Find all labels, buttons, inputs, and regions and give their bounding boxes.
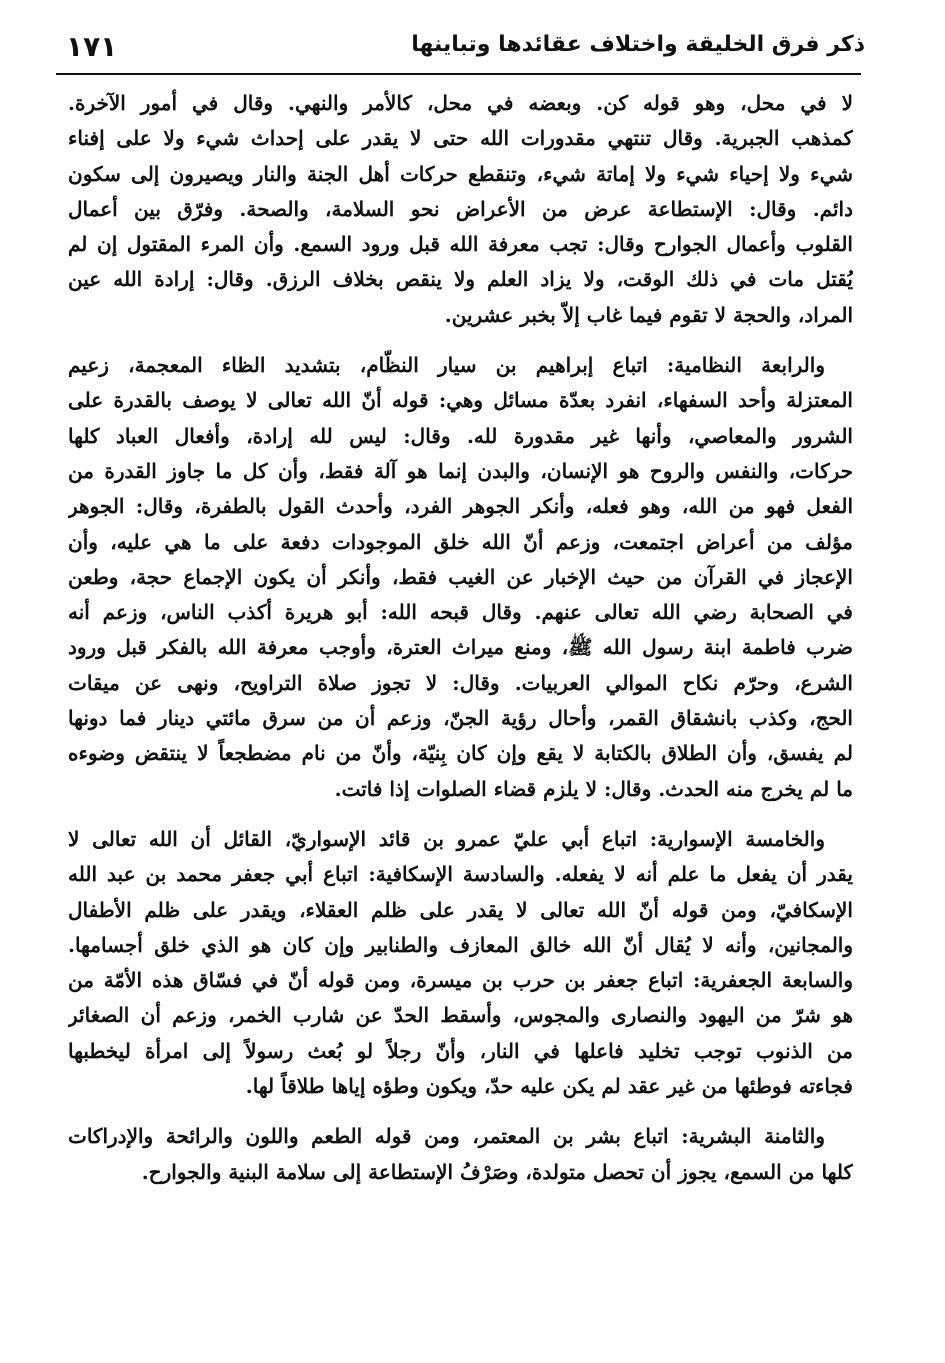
- text-line: الشرور والمعاصي، وأنها غير مقدورة لله. وقال: ليس لله إرادة، وأفعال العباد كلها: [68, 423, 853, 448]
- text-line: حركات، والنفس والروح هو الإنسان، والبدن إنما هو آلة فقط، وأن كل ما جاوز القدرة من: [68, 458, 853, 483]
- paragraph-2: [68, 348, 853, 807]
- text-line: شيء ولا إحياء شيء ولا إماتة شيء، وتنقطع حركات أهل الجنة والنار ويصيرون إلى سكون: [68, 161, 853, 186]
- text-line: دائم. وقال: الإستطاعة عرض من الأعراض نحو السلامة، والصحة. وفرّق بين أعمال: [68, 196, 853, 221]
- text-line: يُقتل مات في ذلك الوقت، ولا يزاد العلم ولا ينقص بخلاف الرزق. وقال: إرادة الله عين: [68, 267, 853, 292]
- text-line: هو شرّ من اليهود والنصارى والمجوس، وأسقط الحدّ عن شارب الخمر، وزعم أن الصغائر: [68, 1003, 853, 1028]
- text-line: لا في محل، وهو قوله كن. وبعضه في محل، كالأمر والنهي. وقال في أمور الآخرة.: [68, 91, 853, 115]
- page-number: ١٧١: [66, 30, 118, 63]
- text-line: من الذنوب توجب تخليد فاعلها في النار، وأنّ رجلاً لو بُعث رسولاً إلى امرأة ليخطبها: [68, 1038, 853, 1063]
- text-line: لم يفسق، وأن الطلاق بالكتابة لا يقع وإن كان بِنيّة، وأنّ من نام مضطجعاً لا ينتقض وضوءه: [68, 741, 853, 766]
- text-line: والخامسة الإسوارية: اتباع أبي عليّ عمرو بن قائد الإسواريّ، القائل أن الله تعالى لا: [68, 826, 825, 851]
- text-line: الفعل فهو من الله، وهو فعله، وأنكر الجوهر الفرد، وأحدث القول بالطفرة، وقال: الجوهر: [68, 494, 853, 519]
- text-line: والسابعة الجعفرية: اتباع جعفر بن حرب بن ميسرة، ومن قوله أنّ في فسّاق هذه الأمّة من: [68, 968, 853, 993]
- running-header: [58, 22, 865, 72]
- paragraph-gap: [68, 333, 853, 348]
- text-line: فجاءته فوطئها من غير عقد لم يكن عليه حدّ، ويكون وطؤه إياها طلاقاً لها.: [245, 1074, 853, 1099]
- text-line: الإعجاز في القرآن من حيث الإخبار عن الغيب فقط، وأنكر أن يكون الإجماع حجة، وطعن: [68, 564, 853, 589]
- paragraph-3: [68, 822, 853, 1104]
- header-rule: [56, 73, 861, 75]
- text-line: مؤلف من أعراض اجتمعت، وزعم أنّ الله خلق الموجودات دفعة على ما هي عليه، وأن: [68, 529, 853, 554]
- text-line: ضرب فاطمة ابنة رسول الله ﷺ، ومنع ميراث العترة، وأوجب معرفة الله بالفكر قبل ورود: [68, 635, 853, 660]
- text-line: ما لم يخرج منه الحدث. وقال: لا يلزم قضاء الصلوات إذا فاتت.: [334, 776, 853, 801]
- paragraph-gap: [68, 807, 853, 822]
- text-line: المعتزلة وأحد السفهاء، انفرد بعدّة مسائل وهي: قوله أنّ الله تعالى لا يوصف بالقدرة على: [68, 388, 853, 413]
- text-line: كمذهب الجبرية. وقال تنتهي مقدورات الله حتى لا يقدر على إحداث شيء ولا على إفناء: [68, 126, 853, 151]
- text-line: الشرع، وحرّم نكاح الموالي العربيات. وقال: لا تجوز صلاة التراويح، ونهى عن ميقات: [68, 670, 853, 695]
- text-line: والرابعة النظامية: اتباع إبراهيم بن سيار النظّام، بتشديد الظاء المعجمة، زعيم: [68, 353, 825, 378]
- text-line: الإسكافيّ، ومن قوله أنّ الله تعالى لا يقدر على ظلم العقلاء، ويقدر على ظلم الأطفال: [68, 897, 853, 922]
- paragraph-gap: [68, 1104, 853, 1119]
- text-line: الحج، وكذب بانشقاق القمر، وأحال رؤية الجنّ، وزعم أن من سرق مائتي دينار فما دونها: [68, 706, 853, 731]
- text-line: القلوب وأعمال الجوارح وقال: تجب معرفة الله قبل ورود السمع. وأن المرء المقتول إن لم: [68, 232, 853, 257]
- text-line: كلها من السمع، يجوز أن تحصل متولدة، وصَرْفُ الإستطاعة إلى سلامة البنية والجوارح.: [141, 1159, 853, 1184]
- text-line: المراد، والحجة لا تقوم فيما غاب إلاّ بخبر عشرين.: [444, 302, 853, 327]
- paragraph-4: [68, 1119, 853, 1190]
- text-line: والثامنة البشرية: اتباع بشر بن المعتمر، ومن قوله الطعم واللون والرائحة والإدراكات: [68, 1124, 825, 1149]
- body-text: [68, 86, 853, 1190]
- running-title: ذكر فرق الخليقة واختلاف عقائدها وتباينها: [411, 32, 865, 57]
- paragraph-1: [68, 86, 853, 333]
- text-line: في الصحابة رضي الله تعالى عنهم. وقال قبحه الله: أبو هريرة أكذب الناس، وزعم أنه: [68, 600, 853, 625]
- text-line: والمجانين، وأنه لا يُقال أنّ الله خالق المعازف والطنابير وإن كان هو الذي خلق أجسامها.: [68, 932, 853, 957]
- text-line: يقدر أن يفعل ما علم أنه لا يفعله. والسادسة الإسكافية: اتباع أبي جعفر محمد بن عبد الله: [68, 862, 853, 887]
